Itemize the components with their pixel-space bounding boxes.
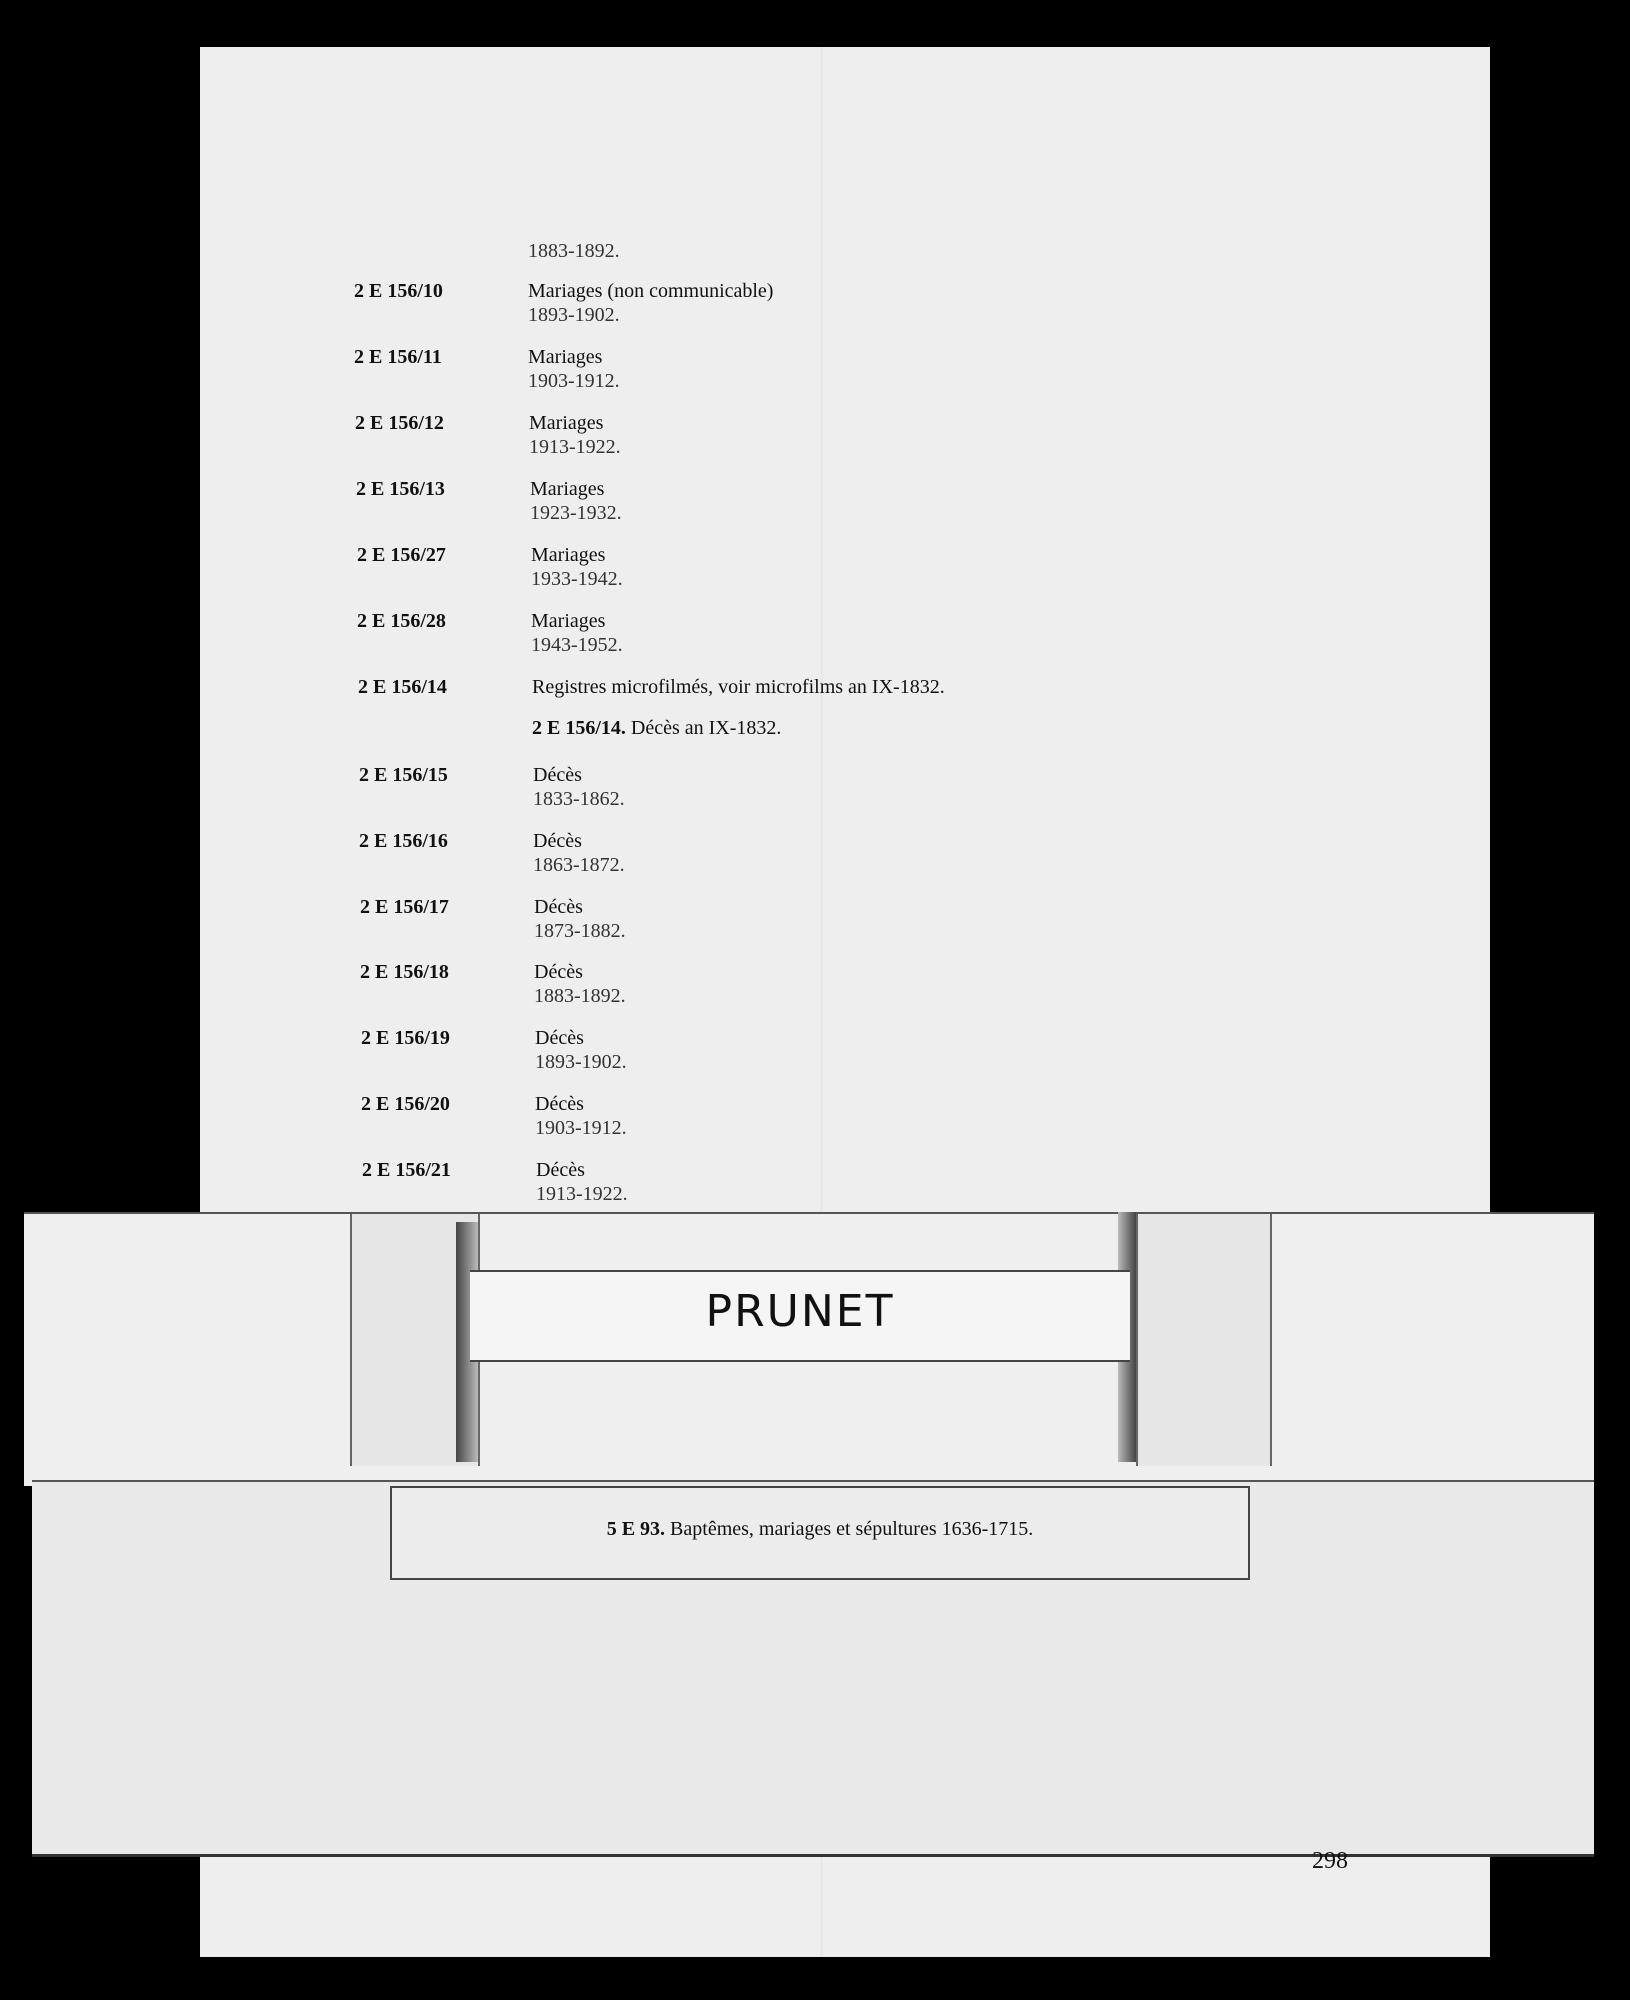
entry-code: 2 E 156/19 [361, 1027, 450, 1049]
entry-desc: Décès 1903-1912. [535, 1093, 627, 1139]
entry-code: 2 E 156/21 [362, 1159, 451, 1181]
entry-desc: Décès 1913-1922. [536, 1159, 628, 1205]
entry-desc: Décès 1883-1892. [534, 961, 626, 1007]
entry-desc: Mariages (non communicable) 1893-1902. [528, 280, 774, 326]
fold-strip-right [1136, 1214, 1272, 1466]
entry-desc: Mariages 1913-1922. [529, 412, 621, 458]
entry-desc: Décès 1893-1902. [535, 1027, 627, 1073]
entry-code: 2 E 156/28 [357, 610, 446, 632]
entry-code: 2 E 156/13 [356, 478, 445, 500]
top-dates: 1883-1892. [528, 240, 620, 262]
entry-code: 2 E 156/12 [355, 412, 444, 434]
commune-label: PRUNET [705, 1286, 895, 1337]
page-number: 298 [1312, 1848, 1348, 1874]
entry-desc: Registres microfilmés, voir microfilms an IX-1832. [532, 676, 945, 698]
entry-code: 2 E 156/18 [360, 961, 449, 983]
entry-desc: Mariages 1903-1912. [528, 346, 620, 392]
entry-code: 2 E 156/14 [358, 676, 447, 698]
entry-desc: Mariages 1943-1952. [531, 610, 623, 656]
entry-desc: Décès 1863-1872. [533, 830, 625, 876]
entry-code: 2 E 156/20 [361, 1093, 450, 1115]
entry-code: 2 E 156/15 [359, 764, 448, 786]
entry-desc: Décès 1833-1862. [533, 764, 625, 810]
entry-code: 2 E 156/16 [359, 830, 448, 852]
entry-desc: Mariages 1933-1942. [531, 544, 623, 590]
archive-box-note [390, 1486, 1250, 1580]
entry-desc: Décès 1873-1882. [534, 896, 626, 942]
entry-desc: Mariages 1923-1932. [530, 478, 622, 524]
box-note-text: 5 E 93. Baptêmes, mariages et sépultures 1636-1715. [606, 1518, 1034, 1540]
entry-code: 2 E 156/10 [354, 280, 443, 302]
entry-code: 2 E 156/17 [360, 896, 449, 918]
microfilm-note: 2 E 156/14. Décès an IX-1832. [532, 717, 782, 739]
entry-code: 2 E 156/11 [354, 346, 442, 368]
entry-code: 2 E 156/27 [357, 544, 446, 566]
